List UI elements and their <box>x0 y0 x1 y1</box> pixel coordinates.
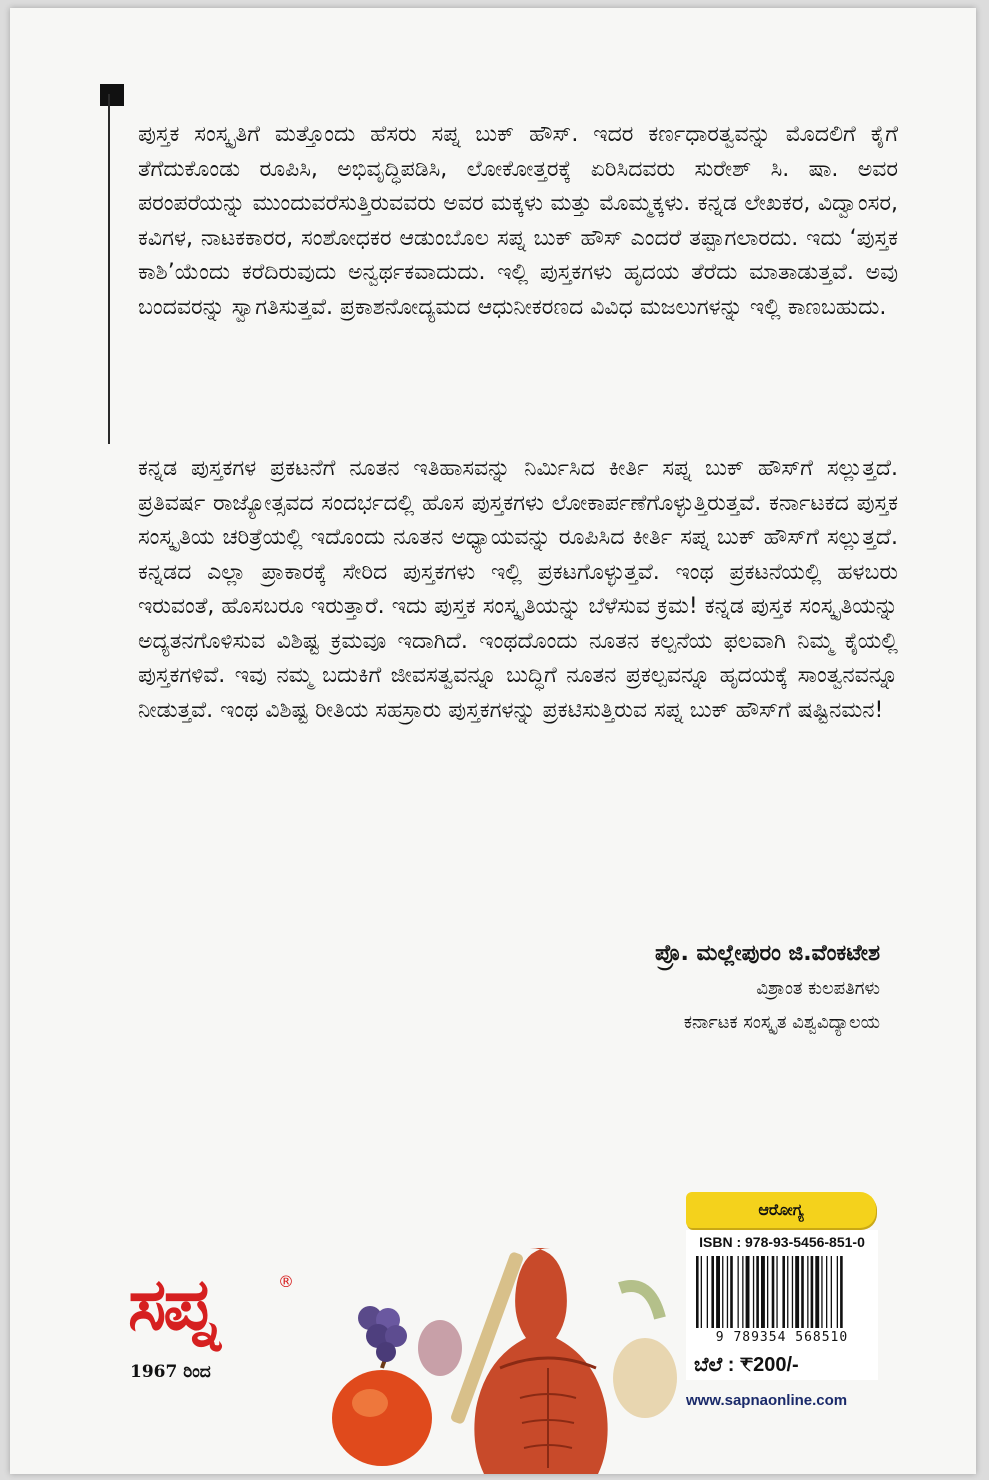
garlic-shape <box>418 1320 462 1376</box>
corner-mark <box>100 84 124 106</box>
barcode-image <box>692 1256 872 1328</box>
mushroom-shape <box>613 1338 677 1418</box>
category-tag: ಆರೋಗ್ಯ <box>686 1192 876 1228</box>
author-name: ಪ್ರೊ. ಮಲ್ಲೇಪುರಂ ಜಿ.ವೆಂಕಟೇಶ <box>655 941 880 966</box>
website-link[interactable]: www.sapnaonline.com <box>686 1392 848 1409</box>
barcode-panel <box>686 1230 878 1380</box>
signature-block <box>655 936 880 1040</box>
barcode-digits: 9 789354 568510 <box>715 1330 849 1345</box>
vertical-rule <box>108 94 110 444</box>
paragraph-2: ಕನ್ನಡ ಪುಸ್ತಕಗಳ ಪ್ರಕಟನೆಗೆ ನೂತನ ಇತಿಹಾಸವನ್ನು ನಿರ್ಮಿಸಿದ ಕೀರ್ತಿ ಸಪ್ನ ಬುಕ್ ಹೌಸ್‌ಗೆ ಸಲ್ಲುತ್ತದೆ. ಪ್ರತಿವರ್ಷ ರಾಜ್ಯೋತ್ಸವದ ಸಂದರ್ಭದಲ್ಲಿ ಹೊಸ ಪುಸ್ತಕಗಳು ಲೋಕಾರ್ಪಣೆಗೊಳ್ಳುತ್ತಿರುತ್ತವೆ. ಕರ್ನಾಟಕದ ಪುಸ್ತಕ ಸಂಸ್ಕೃತಿಯ ಚರಿತ್ರೆಯಲ್ಲಿ ಇದೊಂದು ನೂತನ ಅಧ್ಯಾಯವನ್ನು ರೂಪಿಸಿದ ಕೀರ್ತಿ ಸಪ್ನ ಬುಕ್ ಹೌಸ್‌ಗೆ ಸಲ್ಲುತ್ತದೆ. ಕನ್ನಡದ ಎಲ್ಲಾ ಪ್ರಾಕಾರಕ್ಕೆ ಸೇರಿದ ಪುಸ್ತಕಗಳು ಇಲ್ಲಿ ಪ್ರಕಟಗೊಳ್ಳುತ್ತವೆ. ಇಂಥ ಪ್ರಕಟನೆಯಲ್ಲಿ ಹಳಬರು ಇರುವಂತೆ, ಹೊಸಬರೂ ಇರುತ್ತಾರೆ. ಇದು ಪುಸ್ತಕ ಸಂಸ್ಕೃತಿಯನ್ನು ಬೆಳೆಸುವ ಕ್ರಮ! ಕನ್ನಡ ಪುಸ್ತಕ ಸಂಸ್ಕೃತಿಯನ್ನು ಅದ್ಯತನಗೊಳಿಸುವ ವಿಶಿಷ್ಟ ಕ್ರಮವೂ ಇದಾಗಿದೆ. ಇಂಥದೊಂದು ನೂತನ ಕಲ್ಪನೆಯ ಫಲವಾಗಿ ನಿಮ್ಮ ಕೈಯಲ್ಲಿ ಪುಸ್ತಕಗಳಿವೆ. ಇವು ನಮ್ಮ ಬದುಕಿಗೆ ಜೀವಸತ್ವವನ್ನೂ ಬುದ್ಧಿಗೆ ನೂತನ ಪ್ರಕಲ್ಪವನ್ನೂ ಹೃದಯಕ್ಕೆ ಸಾಂತ್ವನವನ್ನೂ ನೀಡುತ್ತವೆ. ಇಂಥ ವಿಶಿಷ್ಟ ರೀತಿಯ ಸಹಸ್ರಾರು ಪುಸ್ತಕಗಳನ್ನು ಪ್ರಕಟಿಸುತ್ತಿರುವ ಸಪ್ನ ಬುಕ್ ಹೌಸ್‌ಗೆ ಷಷ್ಟಿನಮನ! <box>138 456 898 723</box>
publisher-logo <box>128 1262 308 1390</box>
anatomy-illustration <box>300 1228 700 1474</box>
price-label: ಬೆಲೆ : ₹200/- <box>694 1354 799 1376</box>
apple-shape <box>332 1370 432 1466</box>
muscle-figure <box>474 1248 607 1474</box>
registered-mark: ® <box>278 1272 294 1291</box>
isbn-label: ISBN : 978-93-5456-851-0 <box>699 1234 865 1250</box>
logo-text: ಸಪ್ನ <box>128 1262 217 1346</box>
book-back-cover <box>10 8 976 1474</box>
paragraph-1: ಪುಸ್ತಕ ಸಂಸ್ಕೃತಿಗೆ ಮತ್ತೊಂದು ಹೆಸರು ಸಪ್ನ ಬುಕ್ ಹೌಸ್. ಇದರ ಕರ್ಣಧಾರತ್ವವನ್ನು ಮೊದಲಿಗೆ ಕೈಗೆ ತೆಗೆದುಕೊಂಡು ರೂಪಿಸಿ, ಅಭಿವೃದ್ಧಿಪಡಿಸಿ, ಲೋಕೋತ್ತರಕ್ಕೆ ಏರಿಸಿದವರು ಸುರೇಶ್ ಸಿ. ಷಾ. ಅವರ ಪರಂಪರೆಯನ್ನು ಮುಂದುವರೆಸುತ್ತಿರುವವರು ಅವರ ಮಕ್ಕಳು ಮತ್ತು ಮೊಮ್ಮಕ್ಕಳು. ಕನ್ನಡ ಲೇಖಕರ, ವಿದ್ವಾಂಸರ, ಕವಿಗಳ, ನಾಟಕಕಾರರ, ಸಂಶೋಧಕರ ಆಡುಂಬೊಲ ಸಪ್ನ ಬುಕ್ ಹೌಸ್ ಎಂದರೆ ತಪ್ಪಾಗಲಾರದು. ಇದು ‘ಪುಸ್ತಕ ಕಾಶಿ’ಯೆಂದು ಕರೆದಿರುವುದು ಅನ್ವರ್ಥಕವಾದುದು. ಇಲ್ಲಿ ಪುಸ್ತಕಗಳು ಹೃದಯ ತೆರೆದು ಮಾತಾಡುತ್ತವೆ. ಅವು ಬಂದವರನ್ನು ಸ್ವಾಗತಿಸುತ್ತವೆ. ಪ್ರಕಾಶನೋದ್ಯಮದ ಆಧುನೀಕರಣದ ವಿವಿಧ ಮಜಲುಗಳನ್ನು ಇಲ್ಲಿ ಕಾಣಬಹುದು. <box>138 122 898 320</box>
logo-since: 1967 ರಿಂದ <box>130 1362 211 1382</box>
author-title: ವಿಶ್ರಾಂತ ಕುಲಪತಿಗಳು <box>756 978 880 999</box>
author-institution: ಕರ್ನಾಟಕ ಸಂಸ್ಕೃತ ವಿಶ್ವವಿದ್ಯಾಲಯ <box>683 1012 880 1033</box>
